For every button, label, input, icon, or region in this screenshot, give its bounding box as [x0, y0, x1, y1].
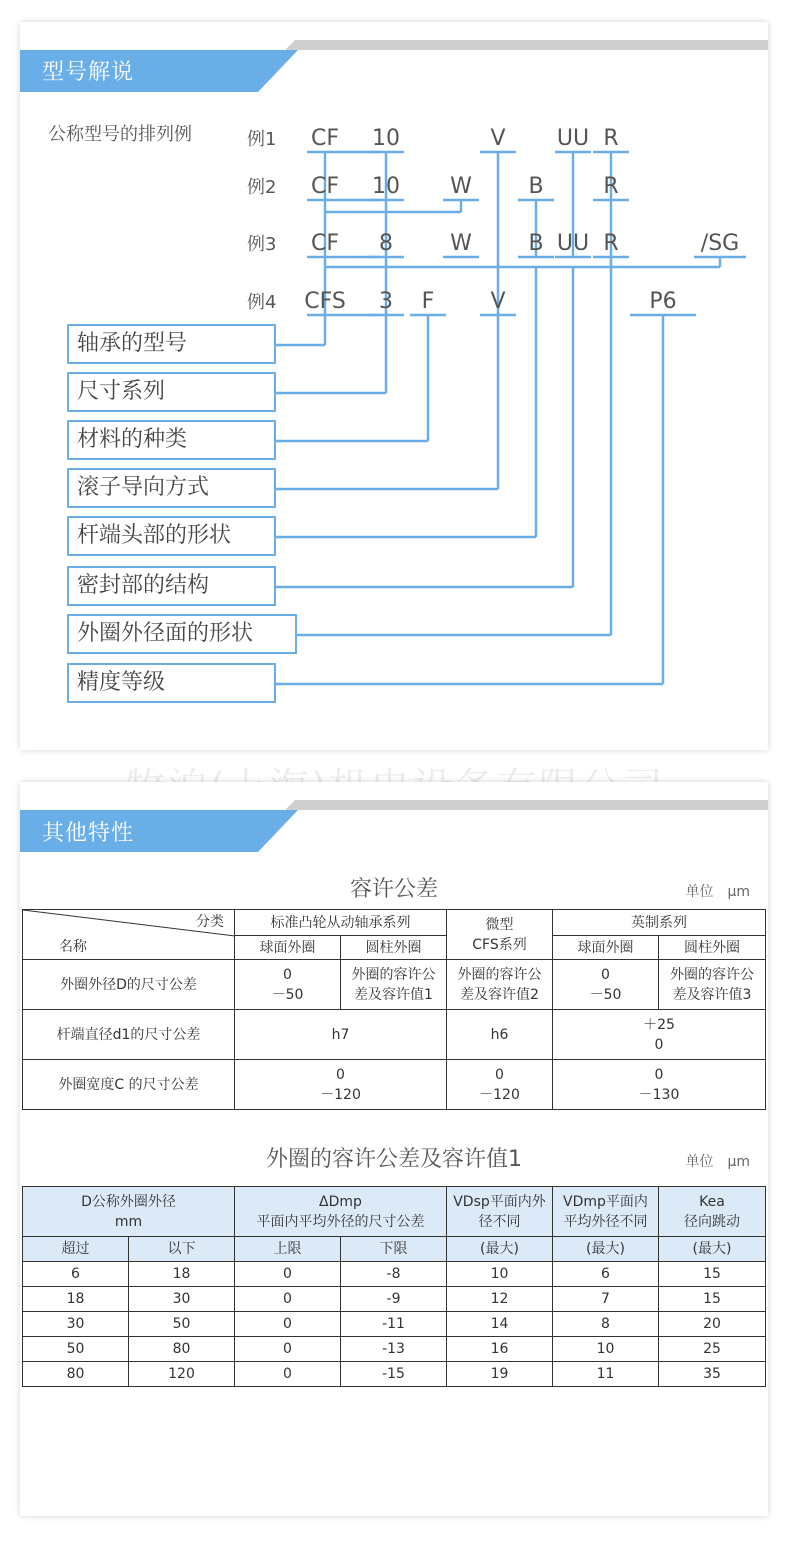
section-title: 型号解说 — [42, 60, 135, 85]
subheader-over: 超过 — [23, 1237, 129, 1262]
cell: h6 — [447, 1010, 553, 1060]
cell: 30 — [129, 1287, 235, 1312]
subheader-max: (最大) — [553, 1237, 659, 1262]
code-segment: CF — [310, 174, 340, 199]
cell: 11 — [553, 1362, 659, 1387]
cell: -8 — [341, 1262, 447, 1287]
name-label: 名称 — [59, 939, 87, 955]
cell: 18 — [23, 1287, 129, 1312]
header-inch-series: 英制系列 — [553, 910, 766, 936]
table-row — [23, 1262, 766, 1287]
unit-label: 单位 μm — [685, 884, 750, 900]
cell: -13 — [341, 1337, 447, 1362]
section-header — [20, 782, 768, 852]
cell: -11 — [341, 1312, 447, 1337]
code-segment: B — [528, 231, 544, 256]
cell: 6 — [23, 1262, 129, 1287]
table-body — [23, 1262, 766, 1387]
field-box: 滚子导向方式 — [67, 468, 276, 508]
code-segment: CFS — [304, 289, 346, 314]
header-std-series: 标准凸轮从动轴承系列 — [235, 910, 447, 936]
table-row — [23, 1060, 766, 1110]
subheader-upper: 上限 — [235, 1237, 341, 1262]
field-box: 材料的种类 — [67, 420, 276, 460]
cell: 10 — [553, 1337, 659, 1362]
cell: 0 — [235, 1262, 341, 1287]
header-cylinder: 圆柱外圈 — [659, 936, 766, 960]
cell: 50 — [23, 1337, 129, 1362]
code-segment: R — [603, 231, 619, 256]
code-segment: R — [603, 174, 619, 199]
outer-ring-tolerance-table — [22, 1186, 766, 1387]
code-segment: R — [603, 126, 619, 151]
field-box: 尺寸系列 — [67, 372, 276, 412]
cell: 10 — [447, 1262, 553, 1287]
cell: 0 — [235, 1312, 341, 1337]
example-label: 例2 — [247, 177, 277, 198]
row-name: 外圈宽度C 的尺寸公差 — [23, 1060, 235, 1110]
cell: 20 — [659, 1312, 766, 1337]
table-row — [23, 1287, 766, 1312]
table-title: 外圈的容许公差及容许值1 — [266, 1147, 522, 1172]
code-segment: UU — [556, 231, 590, 256]
subheader-max: (最大) — [659, 1237, 766, 1262]
cell: -15 — [341, 1362, 447, 1387]
row-name: 杆端直径d1的尺寸公差 — [23, 1010, 235, 1060]
code-segment: CF — [310, 126, 340, 151]
subheader-max: (最大) — [447, 1237, 553, 1262]
category-label: 分类 — [196, 914, 224, 930]
table-row — [23, 1362, 766, 1387]
cell: 0 －50 — [235, 960, 341, 1010]
cell: -9 — [341, 1287, 447, 1312]
arrangement-label: 公称型号的排列例 — [48, 124, 192, 145]
header-vdmp: VDmp平面内 平均外径不同 — [553, 1187, 659, 1237]
section-title: 其他特性 — [42, 821, 135, 846]
cell: h7 — [235, 1010, 447, 1060]
cell: 6 — [553, 1262, 659, 1287]
cell: 50 — [129, 1312, 235, 1337]
code-segment: UU — [556, 126, 590, 151]
header-vdsp: VDsp平面内外 径不同 — [447, 1187, 553, 1237]
code-segment: 3 — [379, 289, 393, 314]
corner-header — [23, 910, 235, 960]
code-segment: 8 — [379, 231, 393, 256]
table-row — [23, 1010, 766, 1060]
header-ddmp: ΔDmp 平面内平均外径的尺寸公差 — [235, 1187, 447, 1237]
code-segment: W — [450, 174, 472, 199]
subheader-under: 以下 — [129, 1237, 235, 1262]
row-name: 外圈外径D的尺寸公差 — [23, 960, 235, 1010]
code-segment: 10 — [372, 174, 400, 199]
field-box: 轴承的型号 — [67, 324, 276, 364]
code-segment: 10 — [372, 126, 400, 151]
cell: 外圈的容许公 差及容许值2 — [447, 960, 553, 1010]
header-sphere: 球面外圈 — [235, 936, 341, 960]
cell: 15 — [659, 1262, 766, 1287]
code-segment: W — [450, 231, 472, 256]
tolerance-table — [22, 909, 766, 1110]
cell: 14 — [447, 1312, 553, 1337]
table-row — [23, 1337, 766, 1362]
cell: 外圈的容许公 差及容许值1 — [341, 960, 447, 1010]
cell: 0 －120 — [235, 1060, 447, 1110]
cell: 80 — [23, 1362, 129, 1387]
code-segment: CF — [310, 231, 340, 256]
field-box: 密封部的结构 — [67, 566, 276, 606]
header-kea: Kea 径向跳动 — [659, 1187, 766, 1237]
example-label: 例1 — [247, 129, 277, 150]
cell: 19 — [447, 1362, 553, 1387]
code-segment: /SG — [700, 231, 740, 256]
cell: 80 — [129, 1337, 235, 1362]
code-segment: V — [490, 126, 506, 151]
cell: 0 — [235, 1362, 341, 1387]
nomenclature-card — [20, 22, 768, 750]
subheader-lower: 下限 — [341, 1237, 447, 1262]
code-segment: F — [421, 289, 435, 314]
cell: 18 — [129, 1262, 235, 1287]
header-sphere: 球面外圈 — [553, 936, 659, 960]
field-box: 杆端头部的形状 — [67, 516, 276, 556]
cell: 0 －120 — [447, 1060, 553, 1110]
field-box: 精度等级 — [67, 663, 276, 703]
cell: 35 — [659, 1362, 766, 1387]
cell: 30 — [23, 1312, 129, 1337]
table-title: 容许公差 — [349, 877, 438, 902]
cell: 15 — [659, 1287, 766, 1312]
table-row — [23, 960, 766, 1010]
example-codes — [247, 126, 739, 314]
cell: 0 －130 — [553, 1060, 766, 1110]
code-segment: P6 — [649, 289, 677, 314]
cell: 外圈的容许公 差及容许值3 — [659, 960, 766, 1010]
cell: 8 — [553, 1312, 659, 1337]
characteristics-card — [20, 782, 768, 1516]
field-box: 外圈外径面的形状 — [67, 614, 297, 654]
cell: 0 — [235, 1287, 341, 1312]
cell: 16 — [447, 1337, 553, 1362]
cell: 0 — [235, 1337, 341, 1362]
header-d: D公称外圈外径 mm — [23, 1187, 235, 1237]
cell: 12 — [447, 1287, 553, 1312]
cell: 0 －50 — [553, 960, 659, 1010]
connector-lines — [275, 152, 746, 684]
cell: 25 — [659, 1337, 766, 1362]
cell: 7 — [553, 1287, 659, 1312]
code-segment: V — [490, 289, 506, 314]
example-label: 例3 — [247, 234, 277, 255]
table-row — [23, 1312, 766, 1337]
header-mini-series: 微型 CFS系列 — [447, 910, 553, 960]
unit-label: 单位 μm — [685, 1154, 750, 1170]
code-segment: B — [528, 174, 544, 199]
cell: ＋25 0 — [553, 1010, 766, 1060]
example-label: 例4 — [247, 292, 277, 313]
cell: 120 — [129, 1362, 235, 1387]
header-cylinder: 圆柱外圈 — [341, 936, 447, 960]
